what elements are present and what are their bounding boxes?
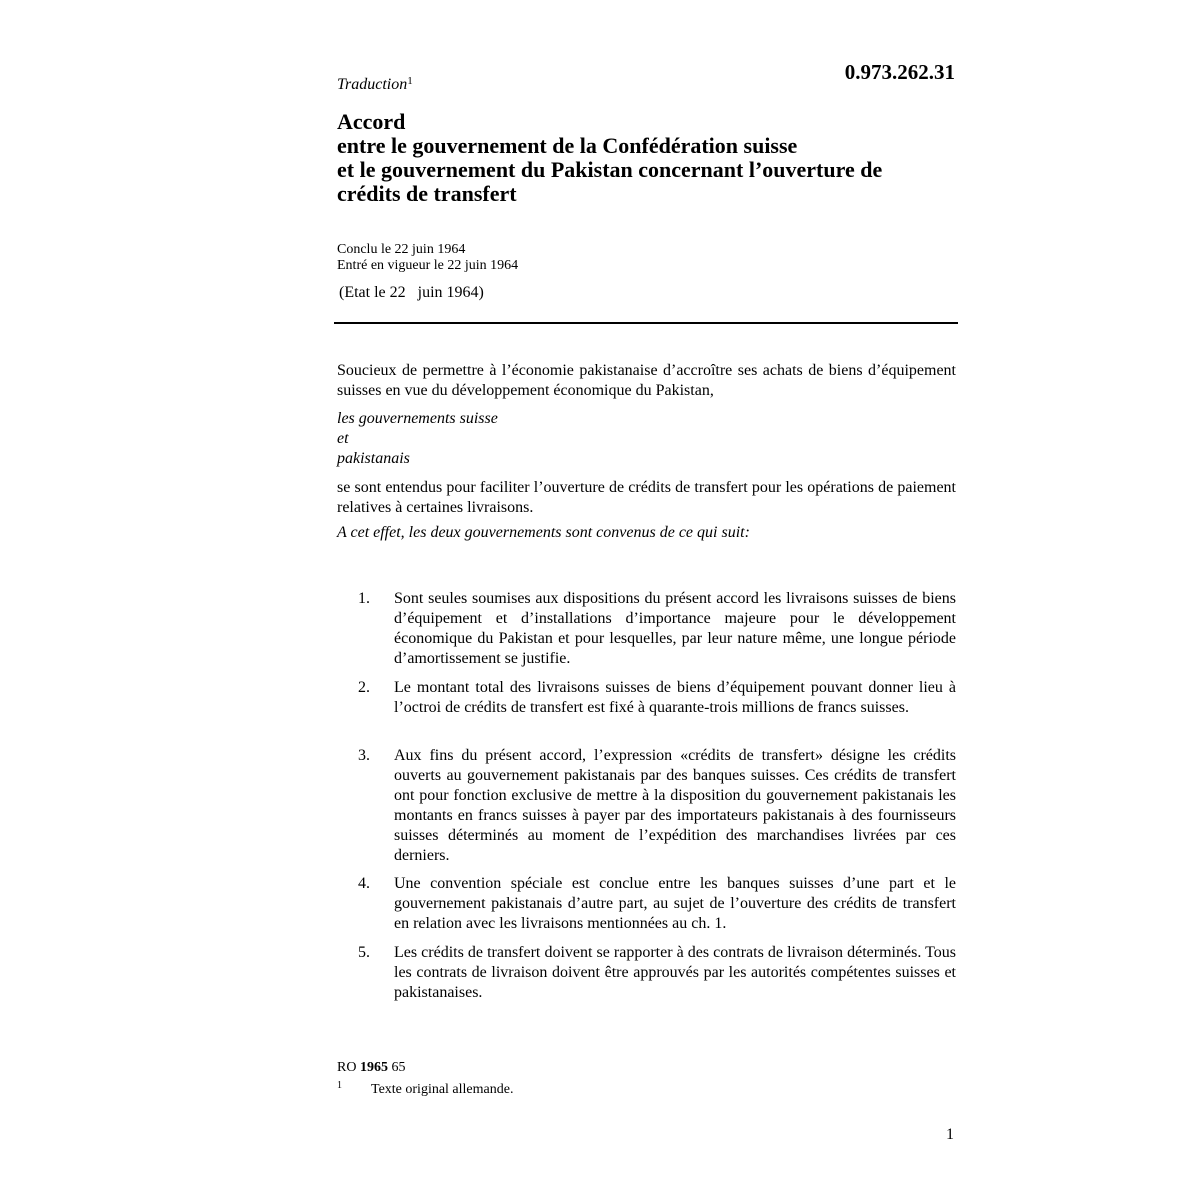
article-4-text: Une convention spéciale est conclue entre les banques suisses d’une part et le gouvernement pakistanais d’autre part, au sujet de l’ouverture des crédits de transfert en relation avec les livraisons mentionnées au ch. 1. (394, 875, 956, 932)
preamble-parties-3: pakistanais (337, 450, 410, 467)
preamble-intro: Soucieux de permettre à l’économie pakistanaise d’accroître ses achats de biens d’équipement suisses en vue du développement économique du Pakistan, (337, 362, 956, 399)
title-line-3: et le gouvernement du Pakistan concernant l’ouverture de (337, 157, 883, 182)
title-line-4: crédits de transfert (337, 181, 517, 206)
preamble-closing: A cet effet, les deux gouvernements sont convenus de ce qui suit: (337, 524, 750, 541)
article-5-number: 5. (358, 944, 370, 961)
article-3-text: Aux fins du présent accord, l’expression «crédits de transfert» désigne les crédits ouverts au gouvernement pakistanais par des banques suisses. Ces crédits de transfert ont pour fonction exclusive de mettre à la disposition du gouvernement pakistanais les montants en francs suisses à payer par des importateurs pakistanais à des fournisseurs suisses déterminés au moment de l’expédition des marchandises livrées par ces derniers. (394, 747, 956, 864)
translation-footnote-ref: 1 (407, 75, 413, 87)
status-date: (Etat le 22 juin 1964) (339, 284, 484, 301)
article-1-number: 1. (358, 590, 370, 607)
page-number: 1 (946, 1126, 954, 1143)
ro-page: 65 (391, 1060, 406, 1075)
ro-prefix: RO (337, 1060, 357, 1075)
footnote-text: Texte original allemande. (371, 1082, 514, 1097)
title-line-1: Accord (337, 109, 406, 134)
sr-number: 0.973.262.31 (844, 60, 955, 84)
in-force-date: Entré en vigueur le 22 juin 1964 (337, 258, 519, 273)
ro-year: 1965 (359, 1060, 388, 1075)
translation-label (337, 75, 413, 94)
header-divider (334, 322, 958, 324)
footnote-number: 1 (337, 1080, 342, 1091)
ro-reference (337, 1060, 405, 1076)
concluded-date: Conclu le 22 juin 1964 (337, 242, 466, 257)
document-title (337, 110, 977, 206)
article-4-number: 4. (358, 875, 370, 892)
preamble-parties-1: les gouvernements suisse (337, 410, 498, 427)
title-line-2: entre le gouvernement de la Confédération suisse (337, 133, 798, 158)
article-2-text: Le montant total des livraisons suisses de biens d’équipement pouvant donner lieu à l’octroi de crédits de transfert est fixé à quarante-trois millions de francs suisses. (394, 679, 956, 716)
article-1-text: Sont seules soumises aux dispositions du présent accord les livraisons suisses de biens d’équipement et d’installations d’importance majeure pour le développement économique du Pakistan et pour lesquelles, par leur nature même, une longue période d’amortissement se justifie. (394, 590, 956, 667)
article-3-number: 3. (358, 747, 370, 764)
date-block (337, 242, 518, 274)
article-2-number: 2. (358, 679, 370, 696)
preamble-parties-2: et (337, 430, 349, 447)
preamble-agreement: se sont entendus pour faciliter l’ouverture de crédits de transfert pour les opérations de paiement relatives à certaines livraisons. (337, 479, 956, 516)
translation-text: Traduction (337, 76, 408, 93)
article-5-text: Les crédits de transfert doivent se rapporter à des contrats de livraison déterminés. Tous les contrats de livraison doivent être approuvés par les autorités compétentes suisses et pakistanaises. (394, 944, 956, 1001)
